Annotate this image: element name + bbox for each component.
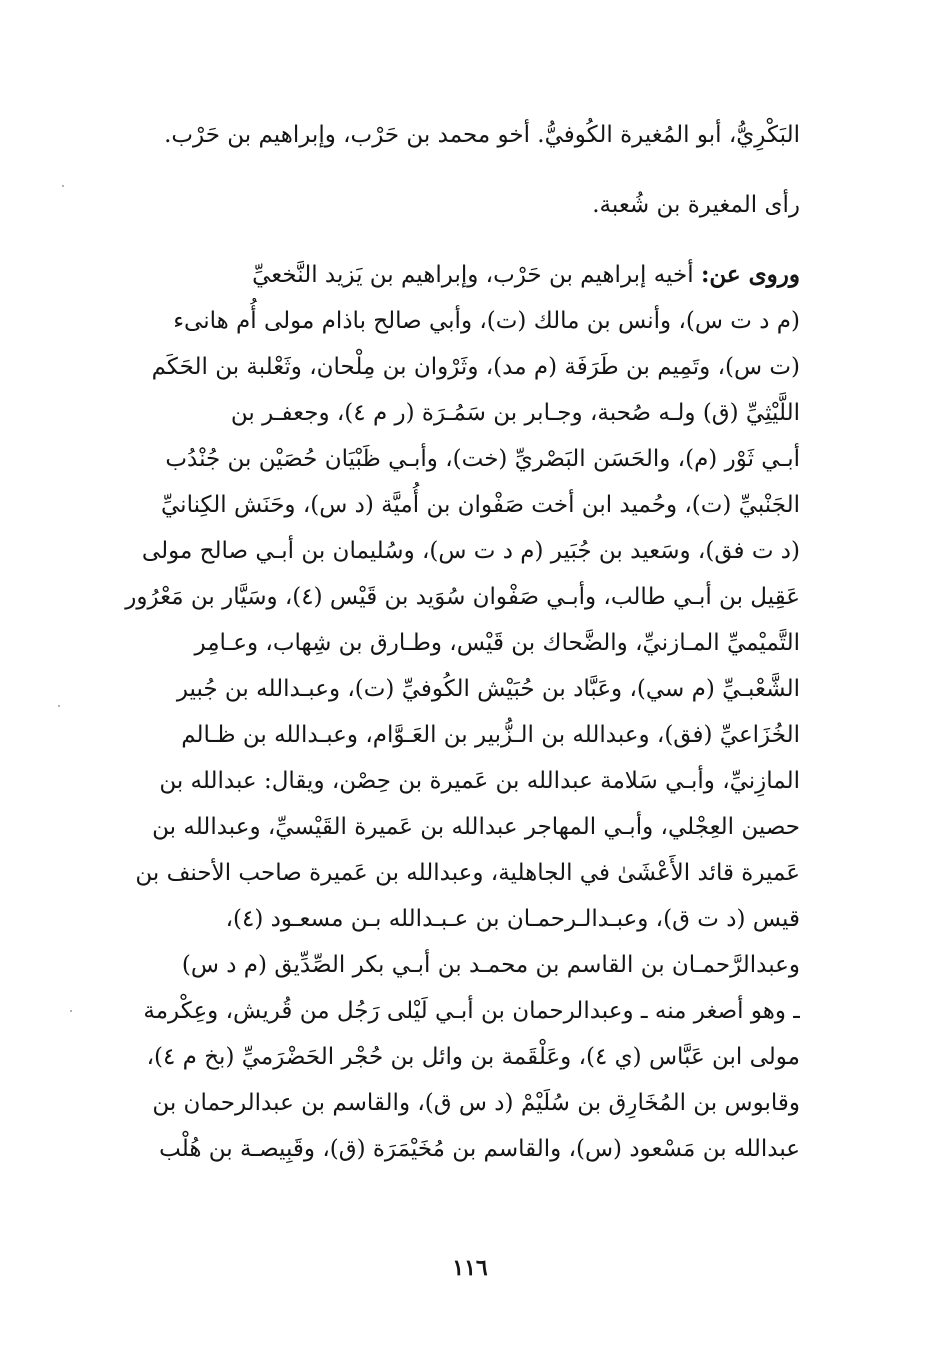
text-line-first	[100, 252, 800, 298]
text-line: الشَّعْبـيِّ (م سي)، وعَبَّاد بن حُبَيْش الكُوفيِّ (ت)، وعبـدالله بن جُبير	[176, 676, 800, 702]
first-line-text: أخيه إبراهيم بن حَرْب، وإبراهيم بن يَزيد النَّخعيِّ	[252, 262, 701, 288]
text-line: حصين العِجْلي، وأبـي المهاجر عبدالله بن عَميرة القَيْسيِّ، وعبدالله بن	[152, 814, 800, 840]
paragraph-saw	[100, 182, 800, 228]
paragraph-narrated-from	[100, 252, 800, 1172]
text-line: وقابوس بن المُخَارِق بن سُلَيْمْ (د س ق)، والقاسم بن عبدالرحمان بن	[152, 1090, 800, 1116]
text-line: مولى ابن عَبَّاس (ي ٤)، وعَلْقَمة بن وائل بن حُجْر الحَضْرَميِّ (بخ م ٤)،	[146, 1044, 800, 1070]
text-line: المازِنيِّ، وأبـي سَلامة عبدالله بن عَميرة بن حِصْن، ويقال: عبدالله بن	[159, 768, 800, 794]
text-line: ـ وهو أصغر منه ـ وعبدالرحمان بن أبـي لَيْلى رَجُل من قُريش، وعِكْرمة	[143, 998, 800, 1024]
text-line: عبدالله بن مَسْعود (س)، والقاسم بن مُخَيْمَرَة (ق)، وقَبِيصـة بن هُلْب	[159, 1136, 800, 1162]
text-line: الخُزَاعيِّ (فق)، وعبدالله بن الـزُّبير بن العَـوَّام، وعبـدالله بن ظـالم	[181, 722, 800, 748]
text-line: التَّميْميِّ المـازنيِّ، والضَّحاك بن قَيْس، وطـارق بن شِهاب، وعـامِر	[194, 630, 800, 656]
text-line: عَميرة قائد الأَعْشَىٰ في الجاهلية، وعبدالله بن عَميرة صاحب الأحنف بن	[135, 860, 800, 886]
text-line: عَقِيل بن أبـي طالب، وأبـي صَفْوان سُوَيد بن قَيْس (٤)، وسَيَّار بن مَعْرُور	[125, 584, 800, 610]
text-line: رأى المغيرة بن شُعبة.	[592, 192, 800, 218]
paragraph-lineage	[100, 112, 800, 158]
text-line: قيس (د ت ق)، وعبـدالـرحمـان بن عـبـدالله بـن مسعـود (٤)،	[225, 906, 800, 932]
scan-speck	[62, 185, 64, 187]
text-line: الجَنْبيِّ (ت)، وحُميد ابن أخت صَفْوان بن أُميَّة (د س)، وحَنَش الكِنانيِّ	[161, 492, 800, 518]
text-line: أبـي ثَوْر (م)، والحَسَن البَصْريِّ (خت)، وأبـي ظَبْيَان حُصَيْن بن جُنْدُب	[165, 446, 800, 472]
text-line: (ت س)، وتَمِيم بن طَرَفَة (م مد)، وثَرْوان بن مِلْحان، وثَعْلبة بن الحَكَم	[151, 354, 800, 380]
narrated-from-label: وروى عن:	[700, 261, 800, 288]
page-number: ١١٦	[452, 1255, 488, 1281]
text-line: (د ت فق)، وسَعيد بن جُبَير (م د ت س)، وسُليمان بن أبـي صالح مولى	[141, 538, 800, 564]
scan-speck	[58, 705, 60, 707]
text-line: البَكْرِيُّ، أبو المُغيرة الكُوفيُّ. أخو محمد بن حَرْب، وإبراهيم بن حَرْب.	[164, 122, 800, 148]
scan-speck	[70, 1010, 72, 1012]
text-line: (م د ت س)، وأنس بن مالك (ت)، وأبي صالح باذام مولى أُم هانىء	[173, 308, 800, 334]
text-line: وعبدالرَّحمـان بن القاسم بن محمـد بن أبـي بكر الصِّدِّيق (م د س)	[181, 952, 800, 978]
text-line: اللَّيْثِيِّ (ق) ولـه صُحبة، وجـابر بن سَمُـرَة (ر م ٤)، وجعفـر بن	[230, 400, 800, 426]
